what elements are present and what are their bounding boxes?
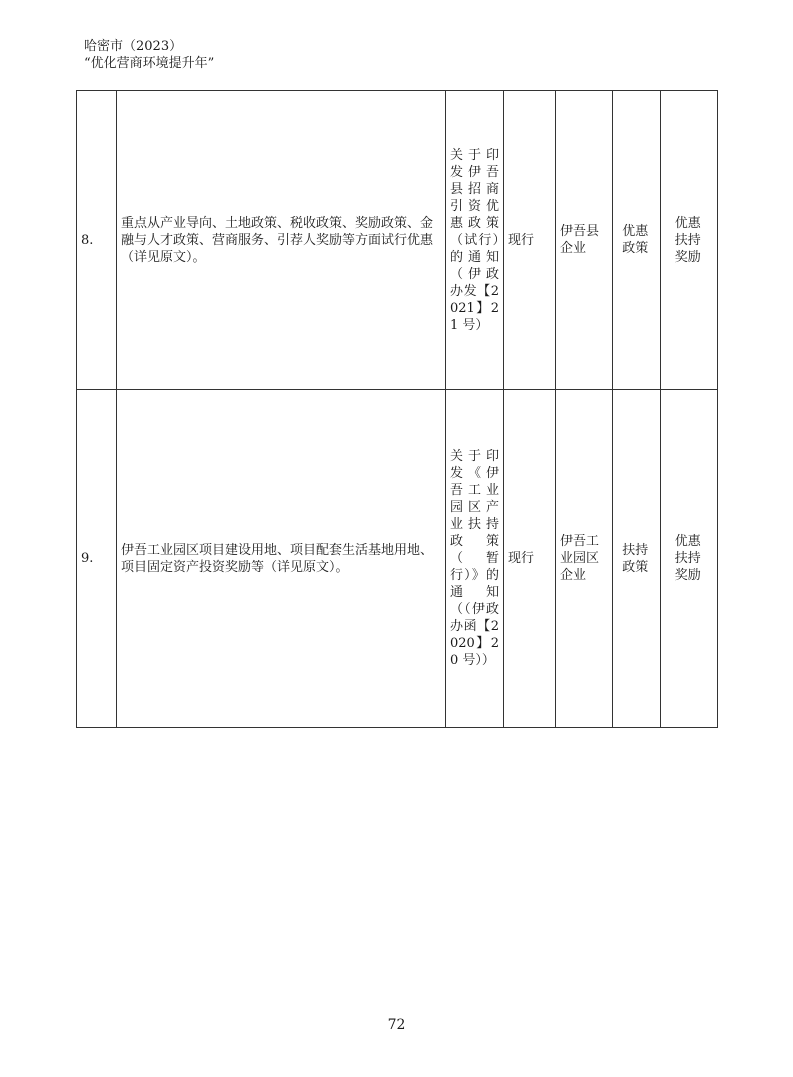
table-row	[77, 91, 718, 390]
header-line-2: “优化营商环境提升年”	[84, 56, 215, 71]
policy-category: 扶持政策	[613, 390, 661, 728]
policy-content: 重点从产业导向、土地政策、税收政策、奖励政策、金融与人才政策、营商服务、引荐人奖励等方面试行优惠（详见原文）。	[117, 91, 446, 390]
policy-content: 伊吾工业园区项目建设用地、项目配套生活基地用地、项目固定资产投资奖励等（详见原文）。	[117, 390, 446, 728]
policy-document: 关于印发伊吾县招商引资优惠政策（试行）的通知（伊政办发【2021】21 号）	[446, 91, 504, 390]
policy-status: 现行	[504, 91, 556, 390]
table-row	[77, 390, 718, 728]
page-number: 72	[387, 1017, 406, 1033]
policy-type: 优惠扶持奖励	[661, 91, 718, 390]
row-number: 9.	[77, 390, 117, 728]
policy-status: 现行	[504, 390, 556, 728]
header-line-1: 哈密市（2023）	[84, 39, 183, 54]
policy-document: 关于印发《伊吾工业园区产业扶持政策（暂行）》的通知（（伊政办函【2020】20 号））	[446, 390, 504, 728]
row-number: 8.	[77, 91, 117, 390]
policy-target: 伊吾县企业	[556, 91, 613, 390]
policy-category: 优惠政策	[613, 91, 661, 390]
document-header	[84, 38, 214, 72]
policy-table	[76, 90, 718, 728]
policy-target: 伊吾工业园区企业	[556, 390, 613, 728]
policy-type: 优惠扶持奖励	[661, 390, 718, 728]
